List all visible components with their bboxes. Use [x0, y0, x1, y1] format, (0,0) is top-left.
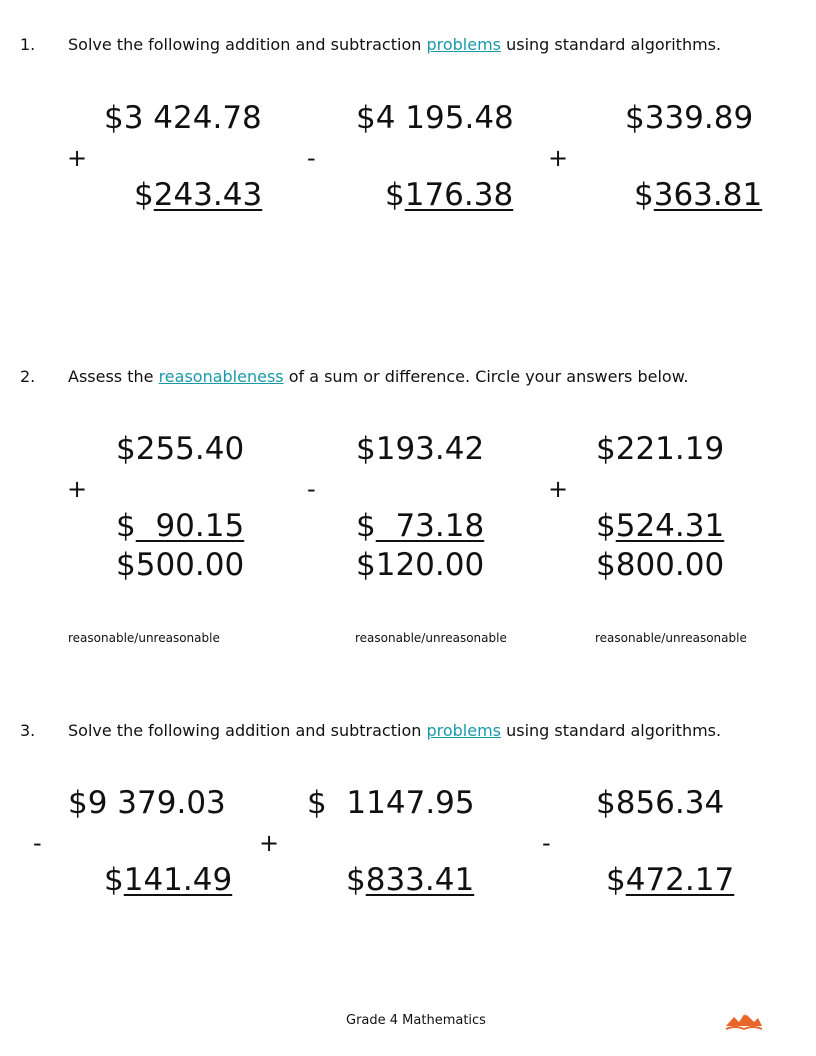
reasonable-choice[interactable]: reasonable/unreasonable — [595, 631, 747, 645]
question-text: Solve the following addition and subtraction problems using standard algorithms. — [68, 721, 722, 740]
plus-operator: + — [67, 475, 88, 503]
top-number: $856.34 — [596, 785, 725, 821]
top-number: $255.40 — [116, 431, 245, 467]
minus-operator: - — [307, 475, 316, 503]
question-number: 3. — [20, 721, 36, 740]
top-number: $ 1147.95 — [307, 785, 475, 821]
bottom-number: $363.81 — [634, 177, 763, 213]
bottom-number: $833.41 — [346, 862, 475, 898]
top-number: $193.42 — [356, 431, 485, 467]
plus-operator: + — [259, 829, 280, 857]
problems-link[interactable]: problems — [426, 721, 501, 740]
top-number: $9 379.03 — [68, 785, 226, 821]
question-number: 1. — [20, 35, 36, 54]
question-number: 2. — [20, 367, 36, 386]
bottom-number: $176.38 — [385, 177, 514, 213]
estimated-answer: $500.00 — [116, 547, 245, 583]
top-number: $4 195.48 — [356, 100, 514, 136]
bottom-number: $243.43 — [134, 177, 263, 213]
footer-text: Grade 4 Mathematics — [346, 1013, 486, 1028]
plus-operator: + — [548, 475, 569, 503]
estimated-answer: $800.00 — [596, 547, 725, 583]
bottom-number: $ 90.15 — [116, 508, 245, 544]
minus-operator: - — [33, 829, 42, 857]
problems-link[interactable]: problems — [426, 35, 501, 54]
reasonable-choice[interactable]: reasonable/unreasonable — [355, 631, 507, 645]
bottom-number: $ 73.18 — [356, 508, 485, 544]
bottom-number: $472.17 — [606, 862, 735, 898]
question-text: Assess the reasonableness of a sum or difference. Circle your answers below. — [68, 367, 689, 386]
plus-operator: + — [548, 144, 569, 172]
plus-operator: + — [67, 144, 88, 172]
top-number: $3 424.78 — [104, 100, 262, 136]
top-number: $221.19 — [596, 431, 725, 467]
bottom-number: $141.49 — [104, 862, 233, 898]
minus-operator: - — [542, 829, 551, 857]
mountain-book-logo-icon — [724, 1008, 764, 1032]
estimated-answer: $120.00 — [356, 547, 485, 583]
reasonableness-link[interactable]: reasonableness — [158, 367, 284, 386]
question-text: Solve the following addition and subtraction problems using standard algorithms. — [68, 35, 722, 54]
reasonable-choice[interactable]: reasonable/unreasonable — [68, 631, 220, 645]
minus-operator: - — [307, 144, 316, 172]
top-number: $339.89 — [625, 100, 754, 136]
bottom-number: $524.31 — [596, 508, 725, 544]
